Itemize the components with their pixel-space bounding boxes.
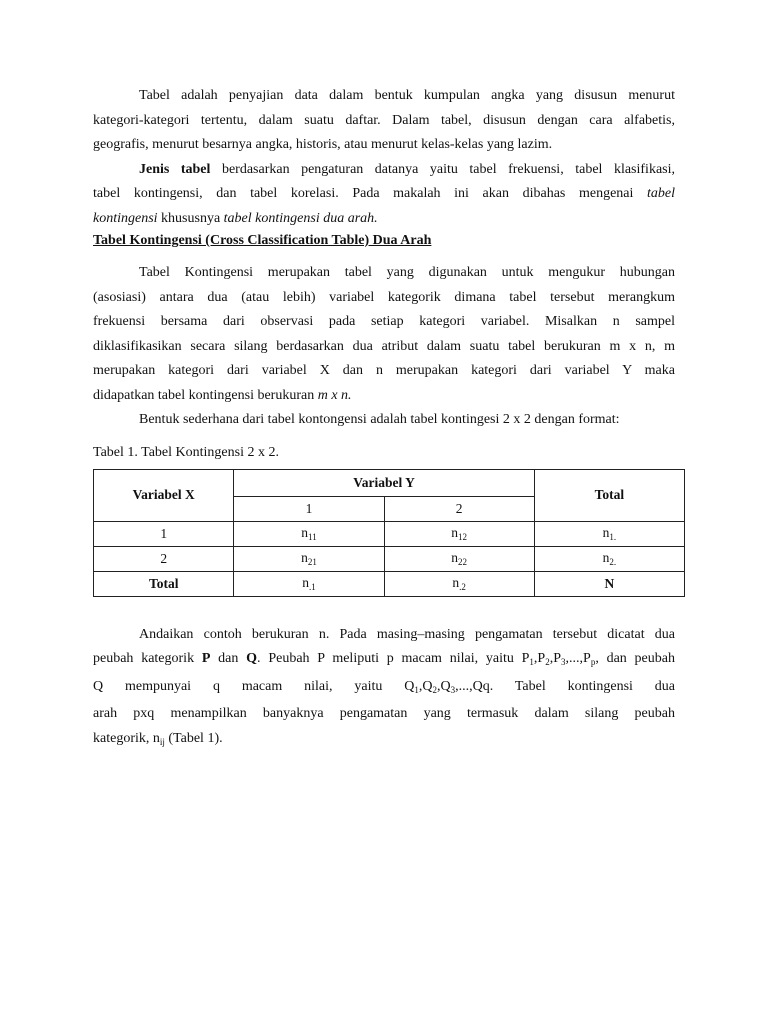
subscript: ij [159, 736, 165, 747]
row-label: 1 [94, 521, 234, 546]
cell-n22 [384, 546, 534, 571]
cell-base: n [602, 550, 610, 565]
text: Andaikan contoh berukuran n. Pada masing–masing pengamatan tersebut dicatat dua [139, 626, 675, 642]
table-caption: Tabel 1. Tabel Kontingensi 2 x 2. [93, 444, 279, 460]
text: kategorik, n [93, 730, 160, 746]
cell-n12 [384, 521, 534, 546]
table-row [94, 521, 685, 546]
cell-subscript: 1. [609, 532, 617, 542]
para5-line3 [93, 675, 675, 703]
italic-text: kontingensi [93, 210, 158, 226]
text: ,...,Qq. Tabel kontingensi dua [455, 678, 675, 694]
text: khususnya [157, 210, 224, 226]
para2-line3 [93, 207, 675, 232]
subscript: 2 [432, 684, 437, 695]
text: arah pxq menampilkan banyaknya pengamatan yang termasuk dalam silang peubah [93, 706, 675, 721]
cell-subscript: 11 [308, 532, 317, 542]
cell-base: n [602, 525, 610, 540]
text: didapatkan tabel kontingensi berukuran [93, 387, 318, 403]
table-total-row [94, 571, 685, 596]
italic-text: m x n. [317, 387, 352, 403]
cell-subscript: 21 [307, 557, 317, 567]
cell-base: n [302, 575, 309, 590]
cell-n1-total [534, 521, 684, 546]
para1-line2 [93, 109, 675, 134]
cell-n21 [234, 546, 384, 571]
bold-term: Jenis tabel [139, 161, 211, 177]
para3-line1 [93, 261, 675, 286]
cell-subscript: .2 [459, 582, 466, 592]
total-label: Total [94, 571, 234, 596]
subscript: 1 [529, 657, 534, 667]
cell-grand-total: N [534, 571, 684, 596]
text: , dan peubah [595, 651, 675, 666]
text: (Tabel 1). [164, 730, 223, 746]
cell-n-dot2 [384, 571, 534, 596]
header-variabel-x: Variabel X [94, 469, 234, 521]
cell-n11 [234, 521, 384, 546]
para1-line3 [93, 133, 675, 158]
cell-subscript: 2. [609, 557, 617, 567]
text: ,P [533, 651, 546, 666]
text: Tabel adalah penyajian data dalam bentuk kumpulan angka yang disusun menurut [139, 88, 675, 103]
header-y-2: 2 [384, 496, 534, 521]
para1-line1 [93, 84, 675, 109]
text: frekuensi bersama dari observasi pada setiap kategori variabel. Misalkan n sampel [93, 314, 675, 329]
cell-base: n [301, 525, 309, 540]
cell-subscript: 22 [458, 557, 468, 567]
table-header-row [94, 469, 685, 496]
para3-line4 [93, 335, 675, 360]
para2-line1 [93, 158, 675, 183]
cell-base: n [451, 525, 459, 540]
subscript: 3 [561, 657, 566, 667]
text: peubah kategorik [93, 651, 202, 666]
text: ,P [549, 651, 562, 666]
bold-text: P [201, 651, 211, 666]
header-variabel-y: Variabel Y [234, 469, 534, 496]
text: kategori-kategori tertentu, dalam suatu daftar. Dalam tabel, disusun dengan cara alfabetis, [93, 112, 675, 128]
text: diklasifikasikan secara silang berdasarkan dua atribut dalam suatu tabel berukuran m x n, m [93, 338, 675, 354]
header-y-1: 1 [234, 496, 384, 521]
contingency-table [93, 469, 685, 597]
para2-line2 [93, 182, 675, 207]
para5-line1 [93, 623, 675, 648]
para3-line6 [93, 384, 675, 409]
cell-base: n [451, 550, 459, 565]
italic-text: tabel kontingensi dua arah. [223, 210, 378, 226]
text: ,Q [418, 678, 433, 694]
text: dan [210, 651, 247, 666]
text: ,Q [436, 678, 451, 694]
para3-line3 [93, 310, 675, 335]
row-label: 2 [94, 546, 234, 571]
cell-subscript: .1 [308, 582, 316, 592]
text: . Peubah P meliputi p macam nilai, yaitu P [257, 651, 530, 666]
section-heading: Tabel Kontingensi (Cross Classification Table) Dua Arah [93, 233, 432, 248]
subscript: 1 [414, 684, 419, 695]
table-row [94, 546, 685, 571]
para3-line5 [93, 359, 675, 384]
document-page [93, 84, 675, 754]
cell-n2-total [534, 546, 684, 571]
text: geografis, menurut besarnya angka, historis, atau menurut kelas-kelas yang lazim. [93, 137, 553, 152]
text: ,...,P [565, 651, 591, 666]
para4: Bentuk sederhana dari tabel kontongensi adalah tabel kontingesi 2 x 2 dengan format: [139, 412, 620, 427]
subscript: 2 [545, 657, 550, 667]
text: (asosiasi) antara dua (atau lebih) variabel kategorik dimana tabel tersebut merangkum [93, 289, 675, 305]
cell-base: n [452, 575, 460, 590]
subscript: p [590, 657, 596, 667]
text: merupakan kategori dari variabel X dan n merupakan kategori dari variabel Y maka [93, 363, 675, 378]
text: Tabel Kontingensi merupakan tabel yang digunakan untuk mengukur hubungan [139, 265, 675, 280]
para5-line2 [93, 647, 675, 675]
cell-base: n [301, 550, 308, 565]
header-total: Total [534, 469, 684, 521]
para3-line2 [93, 286, 675, 311]
text: tabel kontingensi, dan tabel korelasi. Pada makalah ini akan dibahas mengenai [93, 186, 647, 201]
para5-line4 [93, 702, 675, 727]
bold-text: Q [246, 651, 258, 666]
cell-n-dot1 [234, 571, 384, 596]
text: Q mempunyai q macam nilai, yaitu Q [93, 678, 415, 694]
italic-text: tabel [647, 186, 675, 201]
para5-line5 [93, 727, 675, 755]
subscript: 3 [450, 684, 456, 695]
cell-subscript: 12 [458, 532, 468, 542]
text: berdasarkan pengaturan datanya yaitu tabel frekuensi, tabel klasifikasi, [210, 161, 675, 177]
